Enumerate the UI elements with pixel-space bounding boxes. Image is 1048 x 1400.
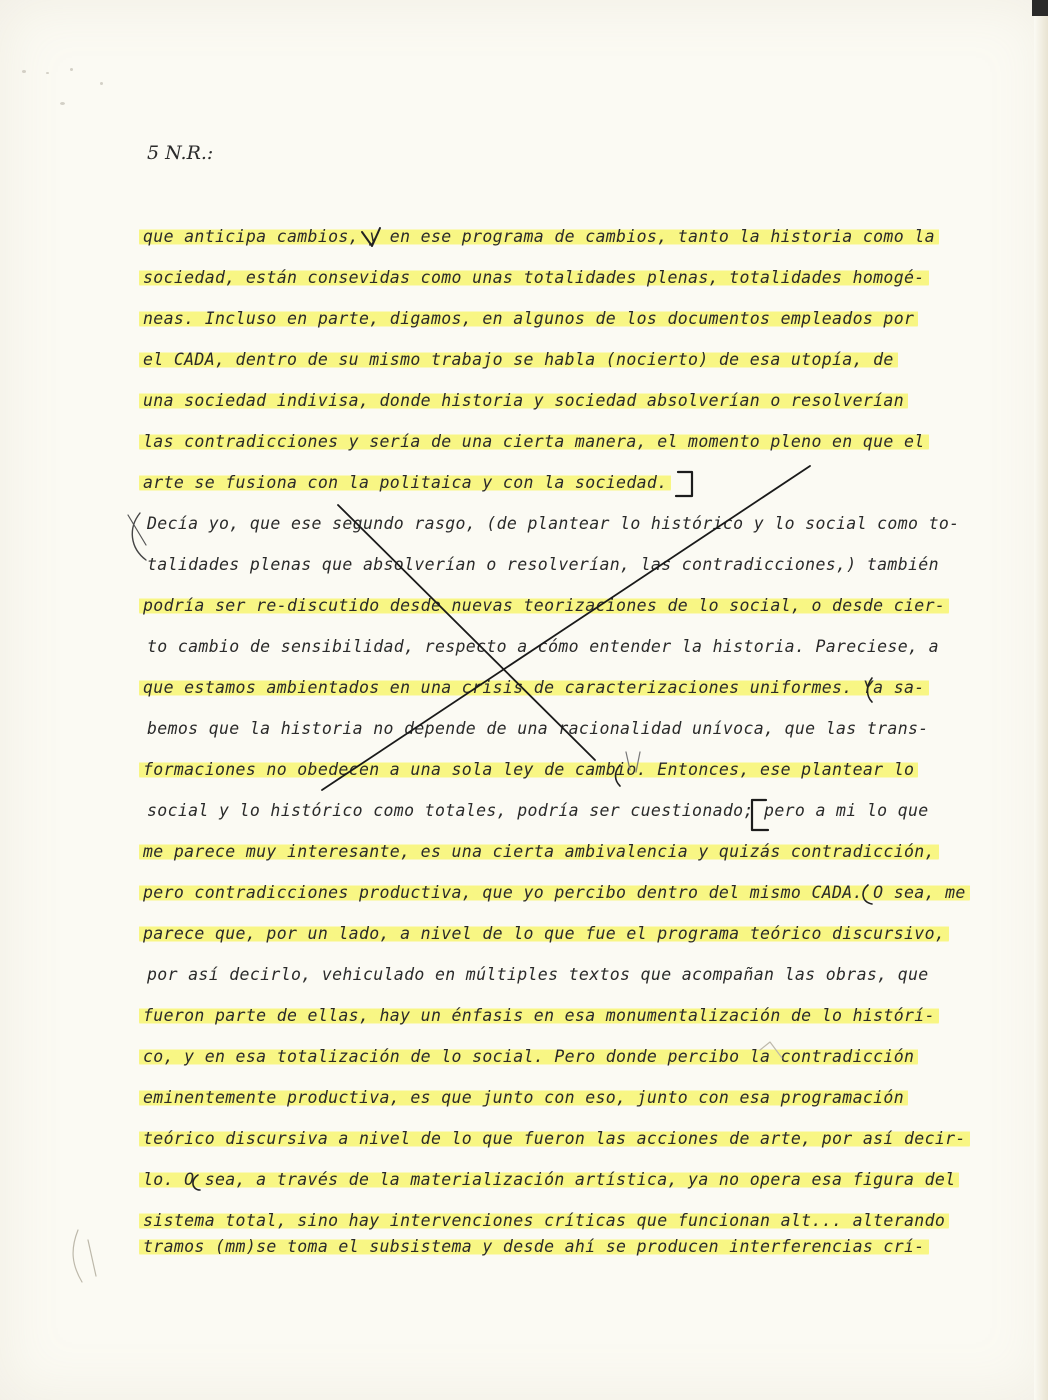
text-line (143, 349, 898, 371)
highlighted-text: sistema total, sino hay intervenciones críticas que funcionan alt... alterando (139, 1211, 949, 1230)
text-line (143, 390, 908, 412)
highlighted-text: parece que, por un lado, a nivel de lo que fue el programa teórico discursivo, (139, 924, 949, 943)
text-line (143, 308, 918, 330)
highlighted-text: lo. O sea, a través de la materialización artística, ya no opera esa figura del (139, 1170, 959, 1189)
page-header: 5 N.R.: (147, 142, 214, 164)
highlighted-text: co, y en esa totalización de lo social. Pero donde percibo la contradicción (139, 1047, 918, 1066)
highlighted-text: el CADA, dentro de su mismo trabajo se habla (nocierto) de esa utopía, de (139, 350, 898, 369)
text-line (143, 595, 949, 617)
text-line (143, 1236, 929, 1258)
text-line (143, 431, 929, 453)
text-line (147, 513, 959, 535)
highlighted-text: pero contradicciones productiva, que yo percibo dentro del mismo CADA. O sea, me (139, 883, 970, 902)
text-line (147, 964, 929, 986)
text-line (143, 267, 929, 289)
plain-text: Decía yo, que ese segundo rasgo, (de plantear lo histórico y lo social como to- (147, 514, 960, 533)
text-line (143, 759, 918, 781)
text-line (143, 1046, 918, 1068)
highlighted-text: fueron parte de ellas, hay un énfasis en esa monumentalización de lo histórí- (139, 1006, 939, 1025)
text-line (143, 882, 970, 904)
text-line (143, 1169, 959, 1191)
highlighted-text: que anticipa cambios, y en ese programa de cambios, tanto la historia como la (139, 227, 939, 246)
text-line (143, 677, 929, 699)
text-line (143, 472, 671, 494)
highlighted-text: formaciones no obedecen a una sola ley de cambio. Entonces, ese plantear lo (139, 760, 918, 779)
highlighted-text: podría ser re-discutido desde nuevas teorizaciones de lo social, o desde cier- (139, 596, 949, 615)
text-line (147, 718, 929, 740)
highlighted-text: sociedad, están consevidas como unas totalidades plenas, totalidades homogé- (139, 268, 929, 287)
plain-text: por así decirlo, vehiculado en múltiples textos que acompañan las obras, que (147, 965, 929, 984)
text-line (147, 800, 929, 822)
highlighted-text: las contradicciones y sería de una cierta manera, el momento pleno en que el (139, 432, 929, 451)
text-line (143, 1210, 949, 1232)
text-line (143, 841, 939, 863)
highlighted-text: arte se fusiona con la politaica y con la sociedad. (139, 473, 671, 492)
highlighted-text: teórico discursiva a nivel de lo que fueron las acciones de arte, por así decir- (139, 1129, 970, 1148)
plain-text: social y lo histórico como totales, podría ser cuestionado; pero a mi lo que (147, 801, 929, 820)
text-line (143, 1128, 970, 1150)
text-line (143, 1087, 908, 1109)
plain-text: to cambio de sensibilidad, respecto a cómo entender la historia. Pareciese, a (147, 637, 939, 656)
text-line (147, 636, 939, 658)
text-line (143, 923, 949, 945)
highlighted-text: me parece muy interesante, es una cierta ambivalencia y quizás contradicción, (139, 842, 939, 861)
plain-text: bemos que la historia no depende de una racionalidad unívoca, que las trans- (147, 719, 929, 738)
highlighted-text: eminentemente productiva, es que junto con eso, junto con esa programación (139, 1088, 908, 1107)
highlighted-text: tramos (mm)se toma el subsistema y desde ahí se producen interferencias crí- (139, 1237, 929, 1256)
text-line (143, 1005, 939, 1027)
plain-text: talidades plenas que absolverían o resolverían, las contradicciones,) también (147, 555, 939, 574)
text-line (147, 554, 939, 576)
highlighted-text: que estamos ambientados en una crisis de caracterizaciones uniformes. Ya sa- (139, 678, 929, 697)
highlighted-text: una sociedad indivisa, donde historia y sociedad absolverían o resolverían (139, 391, 908, 410)
text-line (143, 226, 939, 248)
highlighted-text: neas. Incluso en parte, digamos, en algunos de los documentos empleados por (139, 309, 918, 328)
